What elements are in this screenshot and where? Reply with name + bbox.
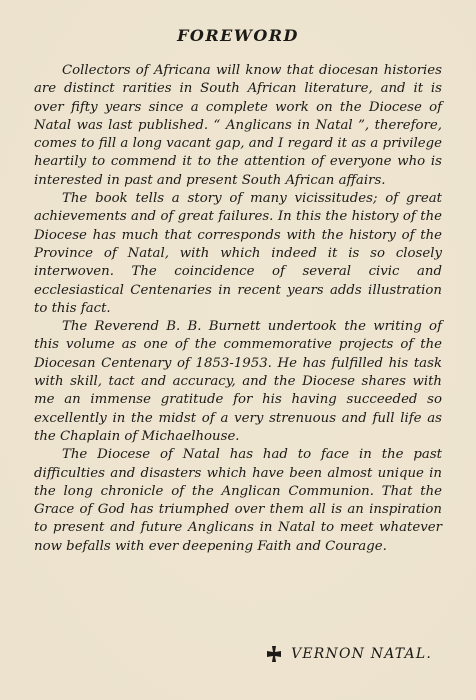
cross-pattee-icon [265, 645, 283, 663]
paragraph: The Diocese of Natal has had to face in the past difficulties and disasters which have been almost unique in the long chronicle of the Anglican Communion. That the Grace of God has triumphed over them all is an inspiration to present and future Anglicans in Natal to meet whatever now befalls with ever deepening Faith and Courage. [34, 447, 442, 554]
signature-name: VERNON NATAL. [291, 646, 432, 662]
foreword-body [34, 62, 442, 556]
paragraph: The Reverend B. B. Burnett undertook the writing of this volume as one of the commemorative projects of the Diocesan Centenary of 1853-1953. He has fulfilled his task with skill, tact and accuracy, and the Diocese shares with me an immense gratitude for his having succeeded so excellently in the midst of a very strenuous and full life as the Chaplain of Michaelhouse. [34, 319, 442, 444]
paragraph: The book tells a story of many vicissitudes; of great achievements and of great failures. In this the history of the Diocese has much that corresponds with the history of the Province of Natal, with which indeed it is so closely interwoven. The coincidence of several civic and ecclesiastical Centenaries in recent years adds illustration to this fact. [34, 191, 442, 316]
page-title: FOREWORD [177, 26, 299, 45]
signature-block [265, 645, 432, 663]
paragraph: Collectors of Africana will know that diocesan histories are distinct rarities in South African literature, and it is over fifty years since a complete work on the Diocese of Natal was last published. “ Anglicans in Natal ”, therefore, comes to fill a long vacant gap, and I regard it as a privilege heartily to commend it to the attention of everyone who is interested in past and present South African affairs. [34, 63, 442, 188]
